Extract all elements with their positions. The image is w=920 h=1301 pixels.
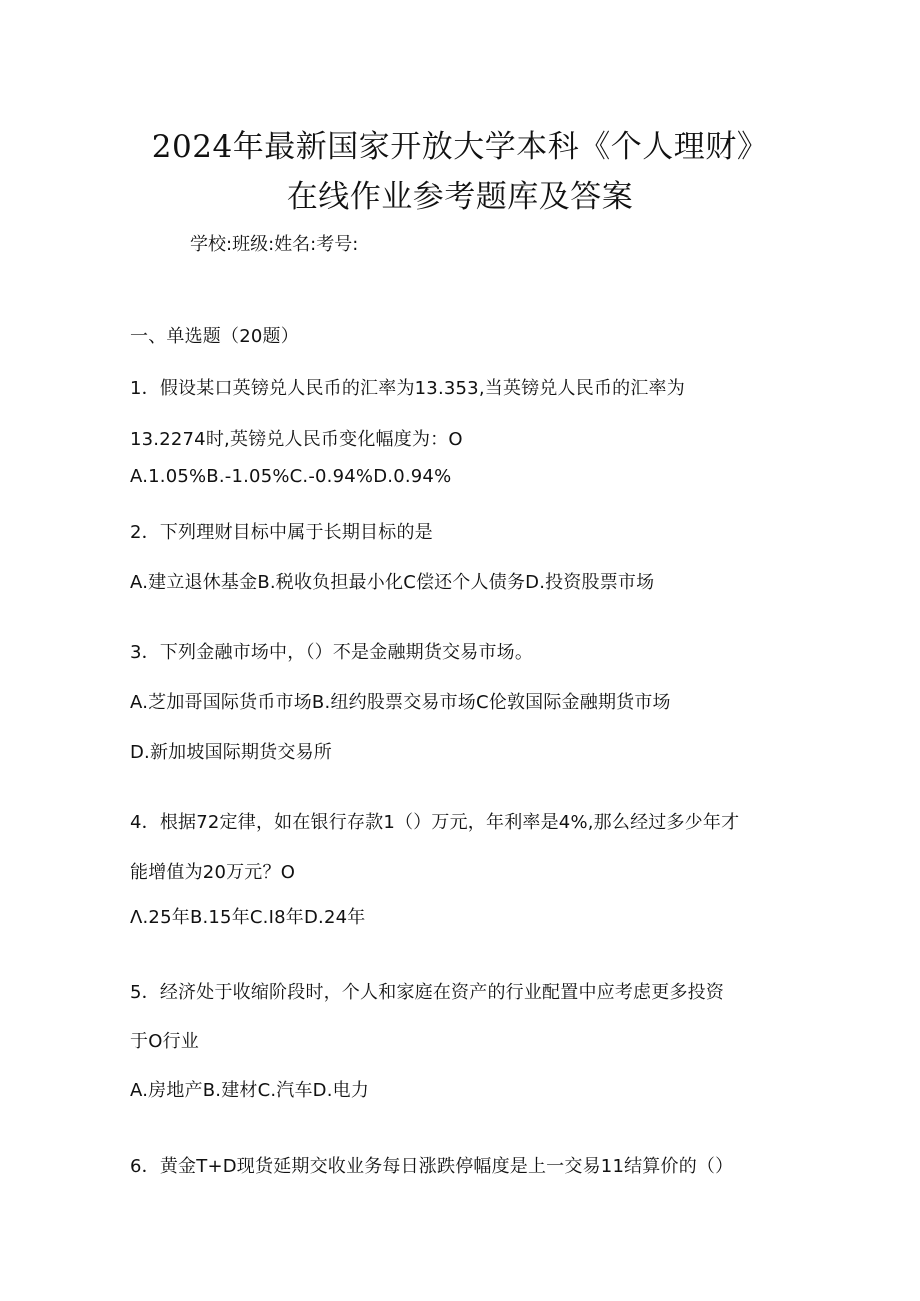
question-6-text: 6．黄金T+D现货延期交收业务每日涨跌停幅度是上一交易11结算价的（） (130, 1156, 734, 1177)
question-5-text-line-1: 5．经济处于收缩阶段时，个人和家庭在资产的行业配置中应考虑更多投资 (130, 982, 725, 1003)
document-title-line-2: 在线作业参考题库及答案 (286, 179, 634, 215)
question-4-text-line-2: 能增值为20万元？O (130, 862, 296, 883)
question-2-text: 2．下列理财目标中属于长期目标的是 (130, 522, 433, 543)
question-1-text-line-2: 13.2274时,英镑兑人民币变化幅度为：O (130, 429, 463, 450)
question-5-text-line-2: 于O行业 (130, 1031, 199, 1052)
question-4-text-line-1: 4．根据72定律，如在银行存款1（）万元，年利率是4%,那么经过多少年才 (130, 812, 740, 833)
question-3-text: 3．下列金融市场中，（）不是金融期货交易市场。 (130, 642, 534, 663)
question-5-options: A.房地产B.建材C.汽车D.电力 (130, 1080, 370, 1101)
question-3-options-line-1: A.芝加哥国际货币市场B.纽约股票交易市场C伦敦国际金融期货市场 (130, 692, 671, 713)
student-info-line: 学校:班级:姓名:考号: (190, 234, 359, 255)
question-1-text-line-1: 1．假设某口英镑兑人民币的汇率为13.353,当英镑兑人民币的汇率为 (130, 378, 685, 399)
section-heading: 一、单选题（20题） (130, 326, 299, 347)
question-2-options: A.建立退休基金B.税收负担最小化C偿还个人债务D.投资股票市场 (130, 572, 655, 593)
question-1-options: A.1.05%B.-1.05%C.-0.94%D.0.94% (130, 466, 452, 487)
document-title-line-1: 2024年最新国家开放大学本科《个人理财》 (151, 129, 769, 165)
question-3-options-line-2: D.新加坡国际期货交易所 (130, 742, 332, 763)
question-4-options: Λ.25年B.15年C.I8年D.24年 (130, 907, 366, 928)
